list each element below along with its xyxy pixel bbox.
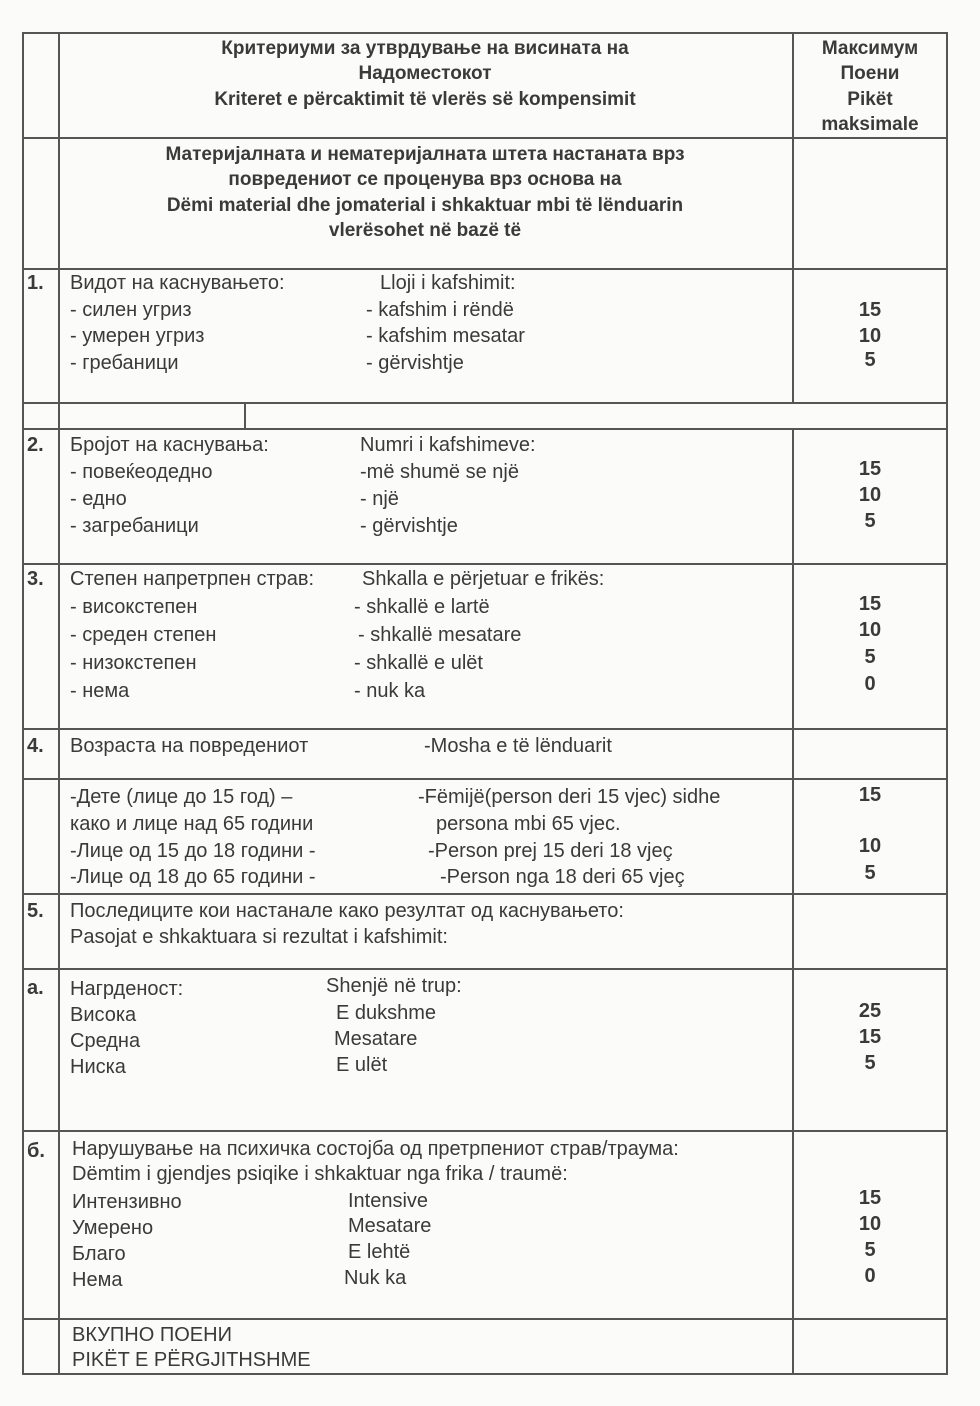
section-title: Numri i kafshimeve:	[360, 434, 536, 456]
header-max-points: maksimale	[821, 114, 919, 135]
rule	[22, 1318, 948, 1320]
criterion-label: Mesatare	[348, 1215, 432, 1237]
criterion-label: Благо	[72, 1243, 126, 1265]
section-title: Бројот на каснувања:	[70, 434, 269, 456]
criterion-label: -Дете (лице до 15 год) –	[70, 786, 293, 808]
rule	[22, 402, 948, 404]
criterion-label: Висока	[70, 1004, 137, 1026]
criterion-label: E lehtë	[348, 1241, 411, 1263]
intro-text: Dëmi material dhe jomaterial i shkaktuar mbi të lënduarin	[166, 195, 684, 216]
criterion-label: - një	[360, 488, 399, 510]
points-value: 15	[858, 1026, 882, 1048]
criterion-label: persona mbi 65 vjec.	[436, 813, 621, 835]
total-label: PIKËT E PËRGJITHSHME	[72, 1349, 311, 1371]
points-value: 10	[858, 835, 882, 857]
criterion-label: Ниска	[70, 1056, 126, 1078]
criterion-label: Умерено	[72, 1217, 154, 1239]
criterion-label: -Лице од 18 до 65 години -	[70, 866, 316, 888]
section-title: Видот на каснувањето:	[70, 272, 285, 294]
rule	[22, 778, 948, 780]
criterion-label: -Person prej 15 deri 18 vjeç	[428, 840, 673, 862]
points-value: 5	[864, 510, 876, 532]
criterion-label: -Лице од 15 до 18 години -	[70, 840, 316, 862]
criterion-label: - kafshim mesatar	[366, 325, 525, 347]
points-value: 15	[858, 458, 882, 480]
section-number: 1.	[27, 272, 44, 294]
criterion-label: - shkallë e ulët	[354, 652, 483, 674]
criterion-label: Средна	[70, 1030, 141, 1052]
criterion-label: Intensive	[348, 1190, 429, 1212]
header-max-points: Pikët	[847, 89, 893, 110]
section-title: Lloji i kafshimit:	[380, 272, 516, 294]
rule	[946, 32, 948, 1375]
criterion-label: - повеќеодедно	[70, 461, 213, 483]
header-criteria: Надоместокот	[358, 63, 492, 84]
criterion-label: - низокстепен	[70, 652, 197, 674]
points-value: 10	[858, 1213, 882, 1235]
points-value: 15	[858, 1187, 882, 1209]
section-title: Последиците кои настанале како резултат од каснувањето:	[70, 900, 624, 922]
points-value: 10	[858, 325, 882, 347]
rule	[22, 32, 24, 1375]
section-title: Нагрденост:	[70, 978, 184, 1000]
points-value: 5	[864, 349, 876, 371]
rule	[244, 402, 246, 430]
section-title: Нарушување на психичка состојба од претрпениот страв/траума:	[72, 1138, 679, 1160]
criterion-label: Интензивно	[72, 1191, 182, 1213]
section-number: 4.	[27, 735, 44, 757]
rule	[22, 32, 948, 34]
section-title: Shenjë në trup:	[326, 975, 462, 997]
criterion-label: -Fëmijë(person deri 15 vjec) sidhe	[418, 786, 721, 808]
criterion-label: како и лице над 65 години	[70, 813, 314, 835]
points-value: 10	[858, 484, 882, 506]
rule	[22, 968, 948, 970]
criterion-label: - гребаници	[70, 352, 179, 374]
section-title: Pasojat e shkaktuara si rezultat i kafshimit:	[70, 926, 448, 948]
criterion-label: - едно	[70, 488, 127, 510]
criterion-label: - shkallë mesatare	[358, 624, 522, 646]
section-title: Shkalla e përjetuar e frikës:	[362, 568, 605, 590]
criterion-label: - nuk ka	[354, 680, 426, 702]
criterion-label: - нема	[70, 680, 130, 702]
criterion-label: - gërvishtje	[360, 515, 458, 537]
points-value: 10	[858, 619, 882, 641]
section-title: Dëmtim i gjendjes psiqike i shkaktuar nga frika / traumë:	[72, 1163, 568, 1185]
criterion-label: Mesatare	[334, 1028, 418, 1050]
points-value: 0	[864, 1265, 876, 1287]
total-label: ВКУПНО ПОЕНИ	[72, 1324, 232, 1346]
section-number: б.	[27, 1140, 45, 1162]
criterion-label: -më shumë se një	[360, 461, 519, 483]
intro-text: повредениот се проценува врз основа на	[228, 169, 622, 190]
points-value: 5	[864, 862, 876, 884]
criterion-label: - загребаници	[70, 515, 199, 537]
intro-text: vlerësohet në bazë të	[328, 220, 522, 241]
criterion-label: - високстепен	[70, 596, 198, 618]
points-value: 15	[858, 784, 882, 806]
criterion-label: Nuk ka	[344, 1267, 407, 1289]
section-number: 5.	[27, 900, 44, 922]
points-value: 5	[864, 646, 876, 668]
criterion-label: E dukshme	[336, 1002, 437, 1024]
rule	[22, 893, 948, 895]
rule	[22, 1130, 948, 1132]
rule	[22, 428, 948, 430]
rule	[22, 563, 948, 565]
intro-text: Материјалната и нематеријалната штета настаната врз	[165, 144, 685, 165]
section-number: a.	[27, 977, 44, 999]
section-title: Степен напретрпен страв:	[70, 568, 315, 590]
section-title: Возраста на повредениот	[70, 735, 309, 757]
section-title: -Mosha e të lënduarit	[424, 735, 612, 757]
section-number: 3.	[27, 568, 44, 590]
criterion-label: - gërvishtje	[366, 352, 464, 374]
points-value: 0	[864, 673, 876, 695]
criterion-label: - shkallë e lartë	[354, 596, 490, 618]
points-value: 5	[864, 1052, 876, 1074]
rule	[22, 728, 948, 730]
points-value: 5	[864, 1239, 876, 1261]
criterion-label: - среден степен	[70, 624, 217, 646]
criterion-label: - kafshim i rëndë	[366, 299, 514, 321]
criterion-label: -Person nga 18 deri 65 vjeç	[440, 866, 685, 888]
criterion-label: - умерен угриз	[70, 325, 205, 347]
criterion-label: - силен угриз	[70, 299, 192, 321]
points-value: 15	[858, 299, 882, 321]
points-value: 25	[858, 1000, 882, 1022]
header-criteria: Критериуми за утврдување на висината на	[221, 38, 629, 59]
header-max-points: Поени	[840, 63, 900, 84]
header-criteria: Kriteret e përcaktimit të vlerës së kompensimit	[214, 89, 636, 110]
criterion-label: E ulët	[336, 1054, 388, 1076]
criterion-label: Нема	[72, 1269, 123, 1291]
points-value: 15	[858, 593, 882, 615]
section-number: 2.	[27, 434, 44, 456]
header-max-points: Максимум	[821, 38, 919, 59]
